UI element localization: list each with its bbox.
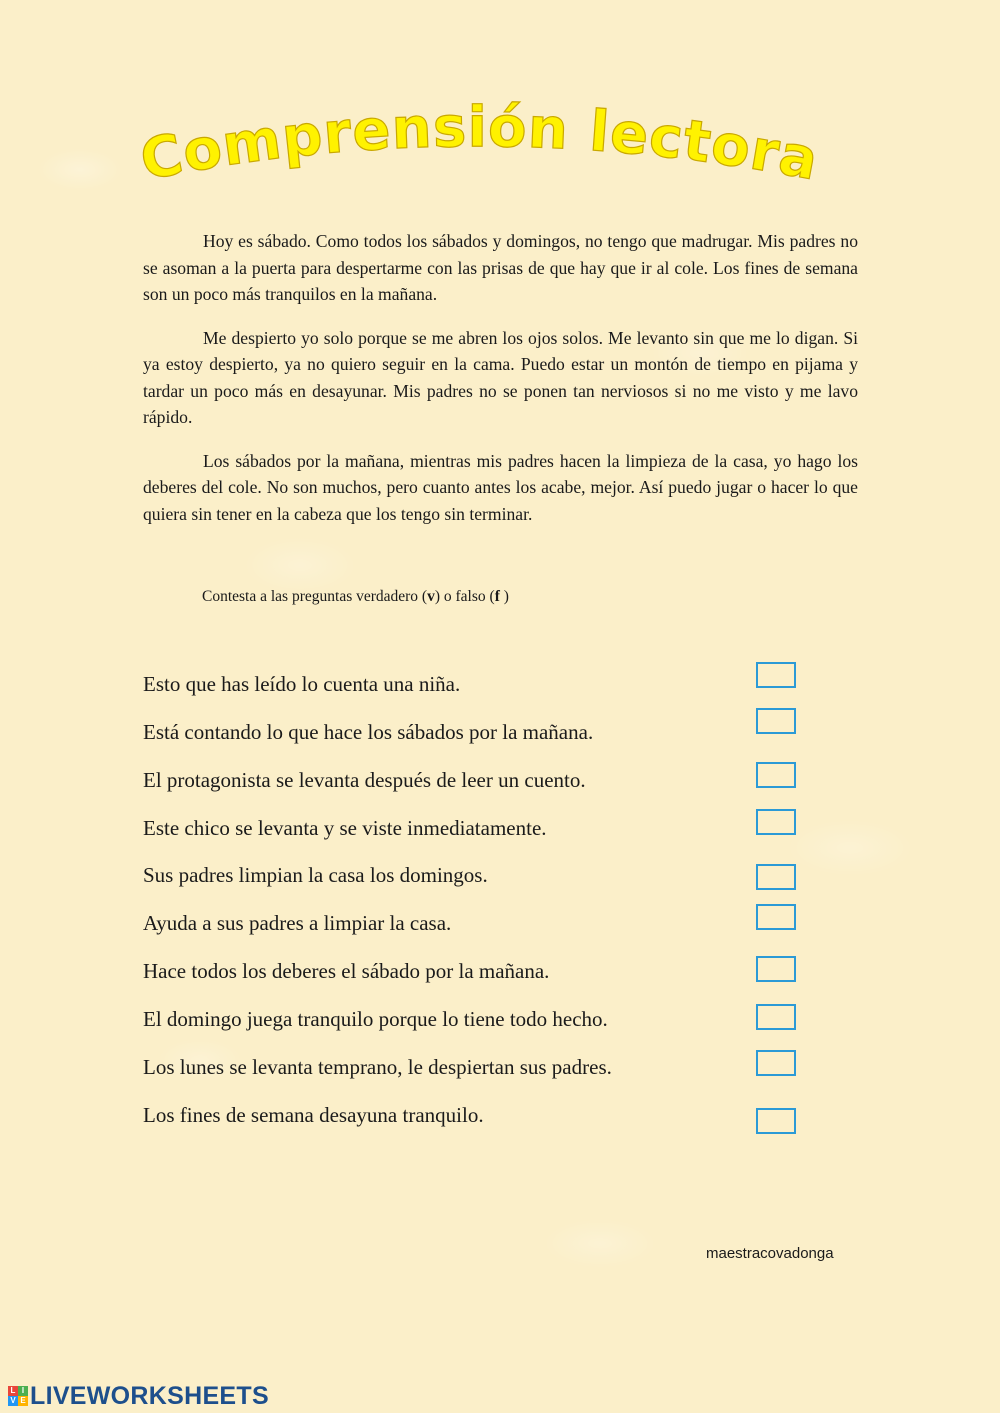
question-5: Sus padres limpian la casa los domingos. xyxy=(143,863,488,887)
answer-box-2[interactable] xyxy=(756,708,796,734)
author-credit: maestracovadonga xyxy=(706,1245,834,1262)
liveworksheets-brand[interactable] xyxy=(8,1382,269,1410)
question-1: Esto que has leído lo cuenta una niña. xyxy=(143,672,461,696)
answer-box-3[interactable] xyxy=(756,762,796,788)
instruction-text-after: ) xyxy=(499,588,509,605)
liveworksheets-logo-icon xyxy=(8,1386,28,1406)
answer-box-4[interactable] xyxy=(756,809,796,835)
title-text: Comprensión lectora xyxy=(135,100,824,194)
question-10: Los fines de semana desayuna tranquilo. xyxy=(143,1103,484,1127)
answer-box-10[interactable] xyxy=(756,1108,796,1134)
answer-box-8[interactable] xyxy=(756,1004,796,1030)
question-9: Los lunes se levanta temprano, le despiertan sus padres. xyxy=(143,1055,612,1079)
reading-text xyxy=(143,228,858,544)
answer-box-6[interactable] xyxy=(756,904,796,930)
instruction xyxy=(202,588,509,606)
answer-box-9[interactable] xyxy=(756,1050,796,1076)
answer-box-7[interactable] xyxy=(756,956,796,982)
logo-letter-v: V xyxy=(8,1396,18,1406)
liveworksheets-name: LIVEWORKSHEETS xyxy=(30,1381,269,1410)
answer-box-5[interactable] xyxy=(756,864,796,890)
logo-letter-l: L xyxy=(8,1386,18,1396)
instruction-true-letter: v xyxy=(427,588,435,605)
page-title xyxy=(135,100,855,210)
instruction-false-letter: f xyxy=(494,588,500,605)
instruction-text-before: Contesta a las preguntas verdadero ( xyxy=(202,588,428,605)
answer-box-1[interactable] xyxy=(756,662,796,688)
reading-paragraph-1: Hoy es sábado. Como todos los sábados y domingos, no tengo que madrugar. Mis padres no se asoman a la puerta para despertarme con las prisas de que hay que ir al cole. Los fines de semana son un poco más tranquilos en la mañana. xyxy=(143,231,858,304)
logo-letter-i: I xyxy=(18,1386,28,1396)
reading-paragraph-2: Me despierto yo solo porque se me abren los ojos solos. Me levanto sin que me lo digan. Si ya estoy despierto, ya no quiero seguir en la cama. Puedo estar un montón de tiempo en pijama y tardar un poco más en desayunar. Mis padres no se ponen tan nerviosos si no me visto y me lavo rápido. xyxy=(143,327,858,427)
instruction-text-middle: ) o falso ( xyxy=(434,588,495,605)
question-7: Hace todos los deberes el sábado por la mañana. xyxy=(143,959,550,983)
question-4: Este chico se levanta y se viste inmediatamente. xyxy=(143,816,547,840)
question-6: Ayuda a sus padres a limpiar la casa. xyxy=(143,911,452,935)
question-3: El protagonista se levanta después de leer un cuento. xyxy=(143,768,586,792)
logo-letter-e: E xyxy=(18,1396,28,1406)
question-2: Está contando lo que hace los sábados por la mañana. xyxy=(143,720,594,744)
question-8: El domingo juega tranquilo porque lo tiene todo hecho. xyxy=(143,1007,608,1031)
reading-paragraph-3: Los sábados por la mañana, mientras mis padres hacen la limpieza de la casa, yo hago los deberes del cole. No son muchos, pero cuanto antes los acabe, mejor. Así puedo jugar o hacer lo que quiera sin tener en la cabeza que los tengo sin terminar. xyxy=(143,450,858,524)
